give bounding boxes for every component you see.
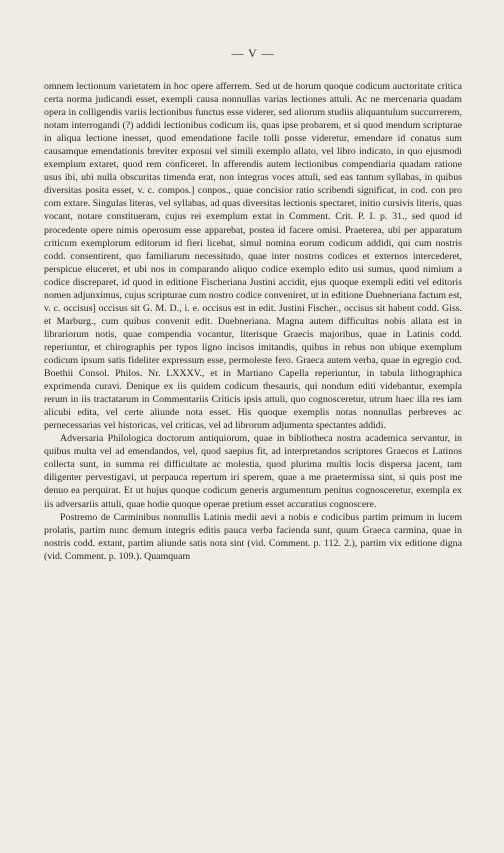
paragraph-2: Adversaria Philologica doctorum antiquiorum, quae in bibliotheca nostra academica servantur, in quibus multa vel ad emendandos, vel, quod saepius fit, ad interpretandos scriptores Graecos et Latinos collecta sunt, in summa rei difficultate ac molestia, quod plurima multis locis dispersa jacent, tam diligenter pervestigavi, ut perpauca repertum iri sperem, quae a me praetermissa sint, si quis post me denuo ea perquirat. Et ut hujus quoque codicum generis argumentum penitus cognosceretur, exempla ex iis adversariis attuli, quae hodie quoque operae pretium esset accuratius cognoscere. <box>44 433 462 510</box>
body-text <box>44 80 462 563</box>
paragraph-1: omnem lectionum varietatem in hoc opere afferrem. Sed ut de horum quoque codicum auctoritate critica certa norma judicandi esset, exempli causa nonnullas varias lectiones attuli. Ac ne mercenaria quadam opera in colligendis variis lectionibus functus esse viderer, sed aliorum studiis aliquantulum succurrerem, notam interrogandi (?) addidi lectionibus codicum iis, quas ipse probarem, et si quod mendum scripturae in aliqua lectione inesset, quod emendatione facile tolli posse videretur, emendare id conatus sum causamque emendationis breviter exposui vel simili exemplo allato, vel libro indicato, in quo ejusmodi exemplum extaret, quod rem conficeret. In afferendis autem lectionibus compendiaria quadam ratione usus ibi, ubi nulla obscuritas timenda erat, non integras voces attuli, sed eas tantum syllabas, in quibus diversitas posita esset, v. c. compos.] conpos., quae concisior ratio scribendi significat, in cod. con pro com extare. Singulas literas, vel syllabas, ad quas diversitas lectionis spectaret, initio cursivis literis, quas vocant, notare constitueram, cujus rei exemplum extat in Comment. Crit. P. I. p. 31., sed quod id procedente opere nimis operosum esse apparebat, postea id facere omisi. Praeterea, ubi per apparatum criticum exemplorum editorum id fieri licebat, simul nomina eorum codicum addidi, qui cum nostris codd. consentirent, quo familiarum necessitudo, quae inter nostros codices et externos intercederet, perspicue eluceret, et ubi nos in comparando aliquo codice exemplo edito usi sumus, quod nimium a codice discreparet, id quod in editione Fischeriana Justini accidit, ejus quoque exempli editi vel editoris nomen adjunximus, cujus scripturae cum nostro codice conveniret, ut in editione Duebneriana factum est, v. c. occisus] occisus sit G. M. D., i. e. occisus est in edit. Justini Fischer., occisus sit habent codd. Giss. et Marburg., cum quibus convenit edit. Duebneriana. Magna autem difficultas nobis allata est in librariorum notis, quae compendia vocantur, literisque Graecis majoribus, quae in Latinis codd. reperiuntur, et chirographis per typos ligno incisos imitandis, quibus in rebus non ubique exemplum codicum ipsum satis fideliter expressum esse, permoleste fero. Graeca autem verba, quae in egregio cod. Boethii Consol. Philos. Nr. LXXXV., et in Martiano Capella reperiuntur, in tabula lithographica exprimenda curavi. Denique ex iis quidem codicum thesauris, qui nondum editi videbantur, exempla rerum in iis tractatarum in Commentariis Criticis ipsis attuli, quo cognosceretur, utrum haec illa res iam alicubi edita, vel certe aliunde nota esset. His quoque exemplis notas nonnullas perbreves ac pernecessarias vel historicas, vel criticas, vel ad librorum adjumenta spectantes addidi. <box>44 81 462 432</box>
paragraph-3: Postremo de Carminibus nonnullis Latinis medii aevi a nobis e codicibus partim primum in lucem prolatis, partim nunc demum integris editis pauca verba facienda sunt, quum Graeca carmina, quae in nostris codd. extant, partim aliunde satis nota sint (vid. Comment. p. 112. 2.), partim vix editione digna (vid. Comment. p. 109.). Quamquam <box>44 511 462 562</box>
page-number: — V — <box>231 46 275 60</box>
